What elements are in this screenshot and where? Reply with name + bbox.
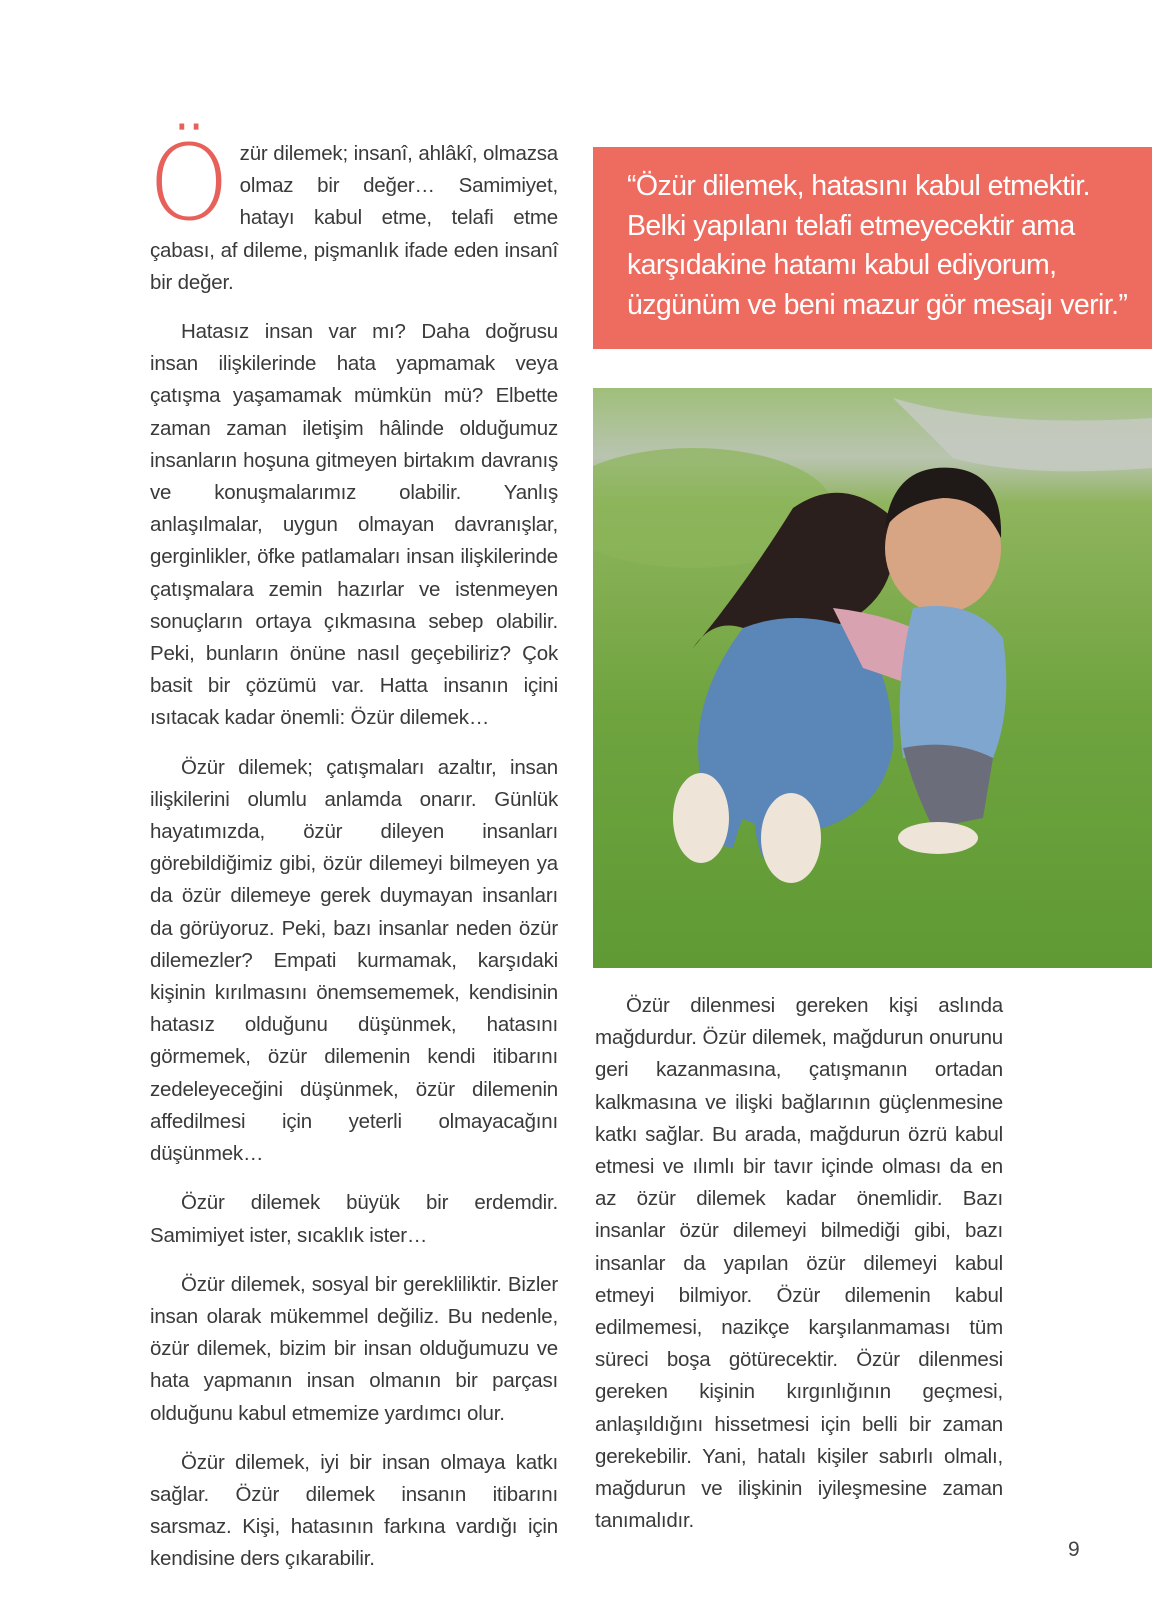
body-paragraph: Özür dilemek, iyi bir insan olmaya katkı sağlar. Özür dilemek insanın itibarını sarsmaz. Kişi, hatasının farkına vardığı için kendisine ders çıkarabilir. — [150, 1450, 558, 1571]
quote-line: karşıdakine hatamı kabul ediyorum, — [627, 249, 1057, 281]
body-paragraph: Özür dilemek; çatışmaları azaltır, insan ilişkilerini olumlu anlamda onarır. Günlük hayatımızda, özür dileyen insanları görebildiğimiz gibi, özür dilemeyi bilmeyen ya da özür dilemeye gerek duymayan insanları da görüyoruz. Peki, bazı insanlar neden özür dilemezler? Empati kurmamak, karşıdaki kişinin kırılmasını önemsememek, kendisinin hatasız olduğunu düşünmek, hatasını görmemek, özür dilemenin kendi itibarını zedeleyeceğini düşünmek, özür dilemenin affedilmesi için yeterli olmayacağını düşünmek… — [150, 755, 558, 1166]
pull-quote — [593, 147, 1152, 349]
children-hugging-photo — [593, 388, 1152, 968]
right-column — [595, 990, 1003, 1537]
photo-illustration — [593, 388, 1152, 968]
body-paragraph: Özür dilemek büyük bir erdemdir. Samimiyet ister, sıcaklık ister… — [150, 1191, 558, 1247]
body-paragraph: Hatasız insan var mı? Daha doğrusu insan ilişkilerinde hata yapmamak veya çatışma yaşamamak mümkün mü? Elbette zaman zaman iletişim hâlinde olduğumuz insanların hoşuna gitmeyen birtakım davranış ve konuşmalarımız olabilir. Yanlış anlaşılmalar, uygun olmayan davranışlar, gerginlikler, öfke patlamaları insan ilişkilerinde çatışmalara zemin hazırlar ve istenmeyen sonuçların ortaya çıkmasına sebep olabilir. Peki, bunların önüne nasıl geçebiliriz? Çok basit bir çözümü var. Hatta insanın içini ısıtacak kadar önemli: Özür dilemek… — [150, 320, 558, 730]
drop-cap: Ö — [148, 122, 230, 244]
body-paragraph: Özür dilemek, sosyal bir gerekliliktir. Bizler insan olarak mükemmel değiliz. Bu nedenle, özür dilemek, bizim bir insan olduğumuzu ve hata yapmanın insan olmanın bir parçası olduğunu kabul etmemize yardımcı olur. — [150, 1272, 558, 1425]
quote-line: Belki yapılanı telafi etmeyecektir ama — [627, 209, 1075, 242]
intro-text: zür dilemek; insanî, ahlâkî, olmazsa olmaz bir değer… Samimiyet, hatayı kabul etme, telafi etme çabası, af dileme, pişmanlık ifade eden insanî bir değer. — [150, 142, 558, 294]
body-paragraph: Özür dilenmesi gereken kişi aslında mağdurdur. Özür dilemek, mağdurun onurunu geri kazanmasına, çatışmanın ortadan kalkmasına ve ilişki bağlarının güçlenmesine katkı sağlar. Bu arada, mağdurun özrü kabul etmesi ve ılımlı bir tavır içinde olması da en az özür dilemek kadar önemlidir. Bazı insanlar özür dilemeyi bilmediği gibi, bazı insanlar da yapılan özür dilemeyi kabul etmeyi bilmiyor. Özür dilemenin kabul edilmemesi, nazikçe karşılanmaması tüm süreci boşa götürecektir. Özür dilenmesi gereken kişinin kırgınlığının geçmesi, anlaşıldığını hissetmesi için belli bir zaman gerekebilir. Yani, hatalı kişiler sabırlı olmalı, mağdurun ve ilişkinin iyileşmesine zaman tanımalıdır. — [595, 994, 1003, 1533]
quote-line: “Özür dilemek, hatasını kabul etmektir. — [627, 170, 1090, 202]
intro-paragraph — [148, 122, 558, 299]
left-column — [148, 122, 558, 1576]
quote-line: üzgünüm ve beni mazur gör mesajı verir.” — [627, 288, 1128, 321]
page-number: 9 — [1068, 1538, 1080, 1561]
